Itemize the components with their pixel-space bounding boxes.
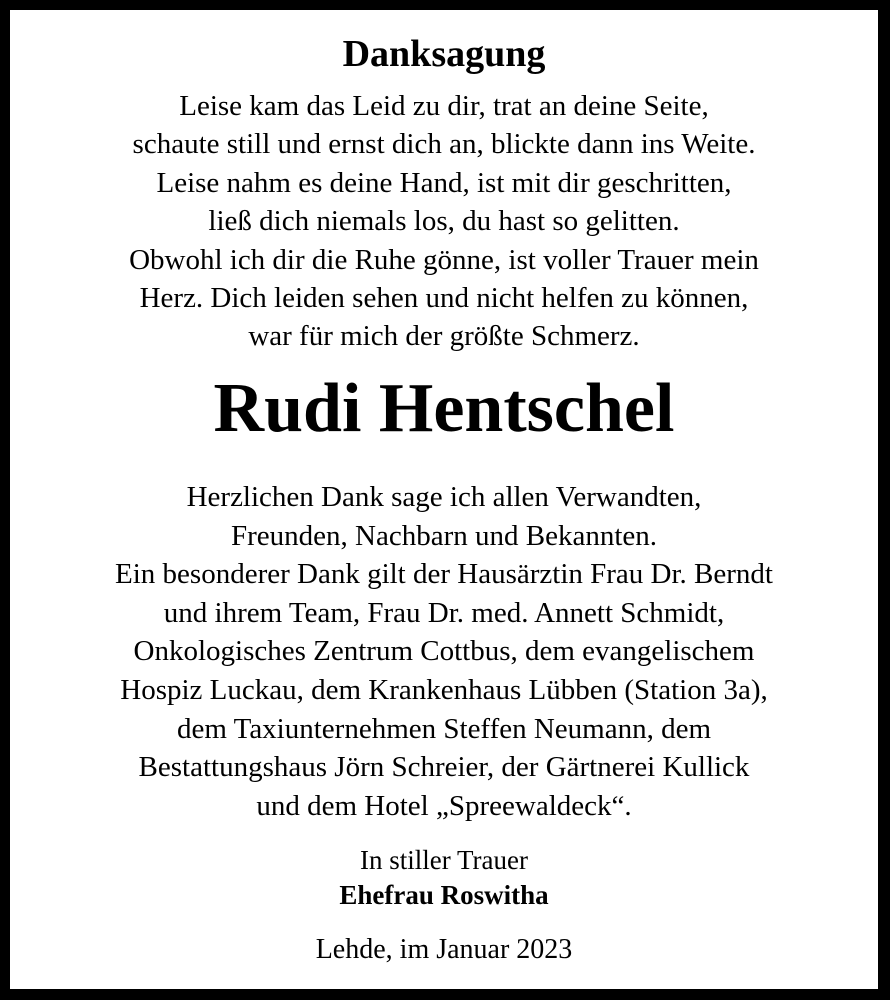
thanks-line: und ihrem Team, Frau Dr. med. Annett Schmidt, [163, 596, 725, 629]
signer-name: Ehefrau Roswitha [339, 880, 549, 910]
thanks-line: Bestattungshaus Jörn Schreier, der Gärtnerei Kullick [138, 751, 750, 784]
poem-line: schaute still und ernst dich an, blickte dann ins Weite. [132, 128, 756, 161]
thanks-line: Onkologisches Zentrum Cottbus, dem evangelischem [133, 635, 755, 668]
notice-title: Danksagung [342, 33, 546, 75]
poem-line: war für mich der größte Schmerz. [248, 320, 640, 353]
thanks-line: Hospiz Luckau, dem Krankenhaus Lübben (Station 3a), [120, 673, 768, 706]
closing-phrase: In stiller Trauer [360, 845, 528, 875]
closing-block [10, 843, 878, 913]
thanks-block [10, 478, 878, 825]
poem-line: ließ dich niemals los, du hast so gelitten. [208, 205, 680, 238]
thanks-line: Herzlichen Dank sage ich allen Verwandten, [186, 481, 702, 513]
place-date: Lehde, im Januar 2023 [315, 934, 573, 965]
poem-line: Obwohl ich dir die Ruhe gönne, ist voller Trauer mein [129, 243, 759, 276]
thanks-line: Ein besonderer Dank gilt der Hausärztin Frau Dr. Berndt [115, 558, 773, 591]
poem-line: Leise nahm es deine Hand, ist mit dir geschritten, [156, 166, 732, 199]
thanks-line: dem Taxiunternehmen Steffen Neumann, dem [176, 712, 712, 745]
poem-line: Herz. Dich leiden sehen und nicht helfen zu können, [139, 282, 749, 315]
poem-line: Leise kam das Leid zu dir, trat an deine Seite, [179, 90, 709, 122]
deceased-name: Rudi Hentschel [213, 370, 675, 447]
poem-block [10, 87, 878, 356]
thanks-line: und dem Hotel „Spreewaldeck“. [256, 789, 632, 822]
thanks-line: Freunden, Nachbarn und Bekannten. [230, 519, 657, 552]
obituary-notice [10, 10, 878, 989]
